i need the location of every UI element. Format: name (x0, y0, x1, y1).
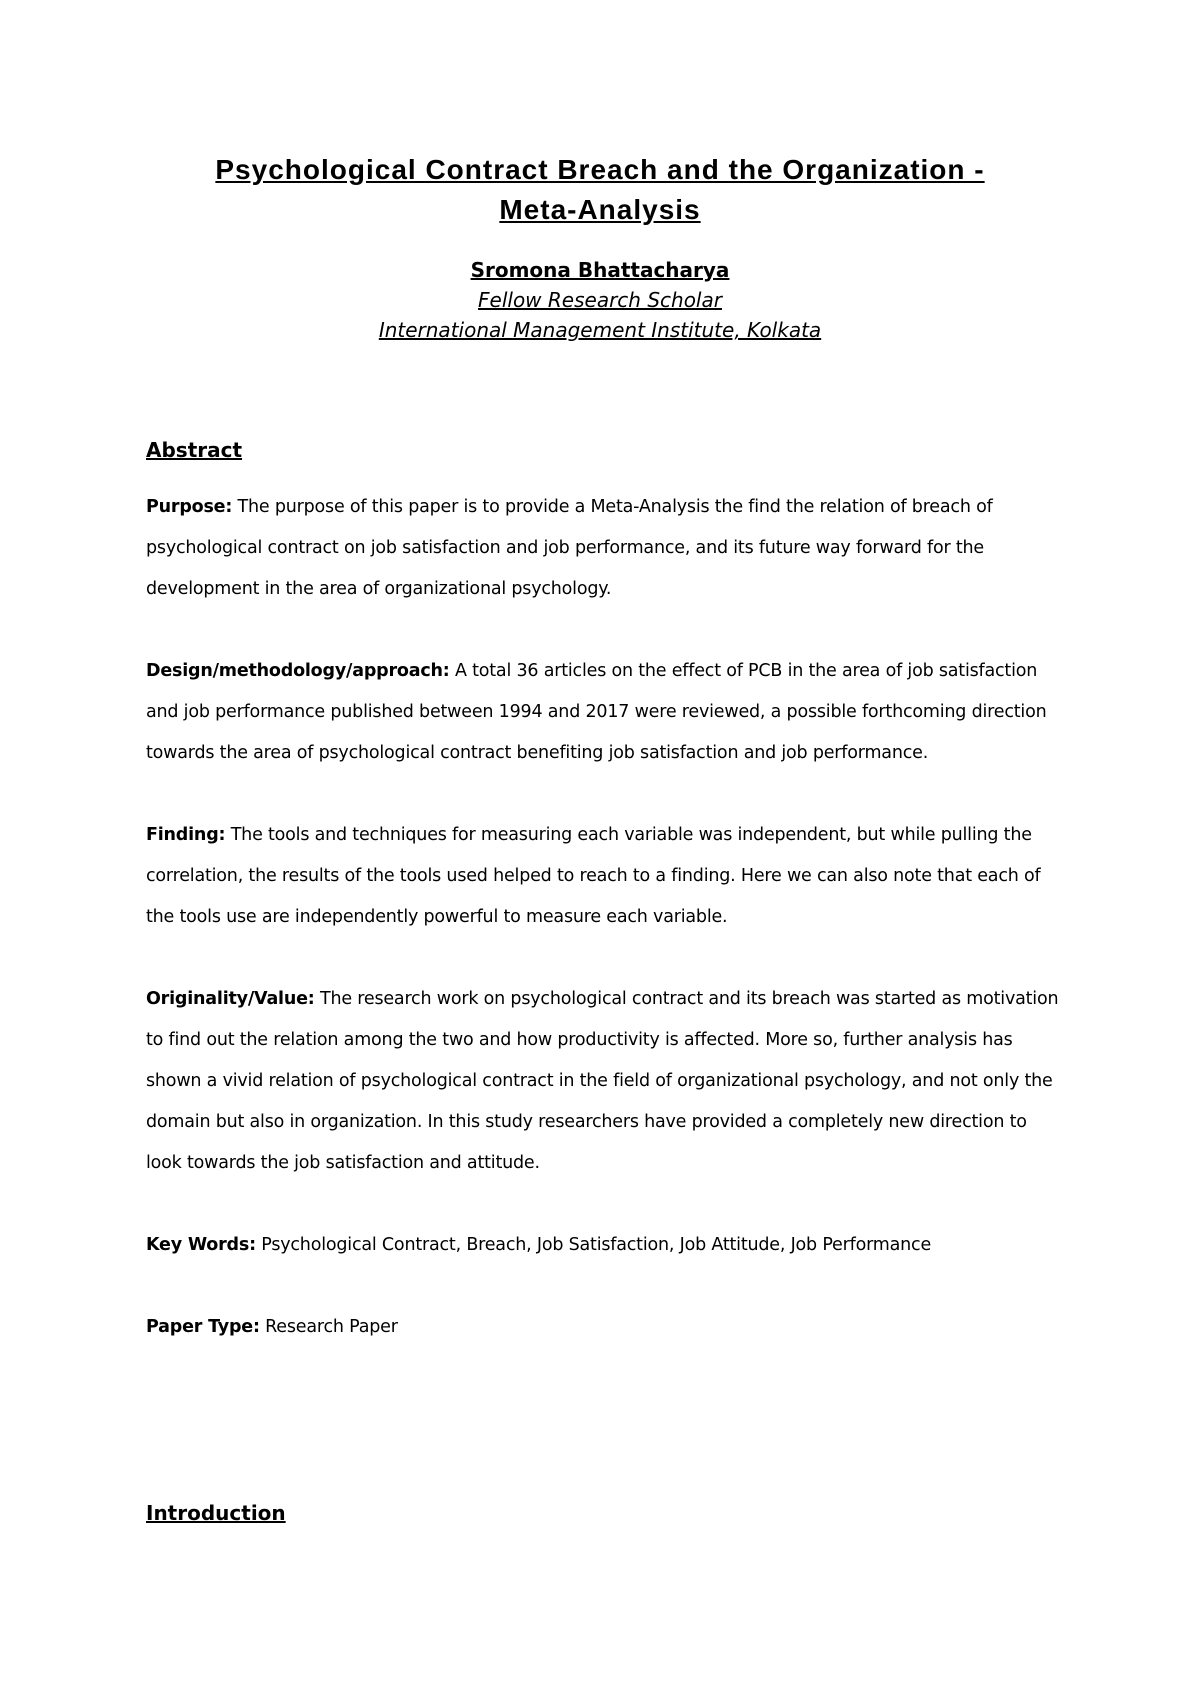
abstract-purpose (146, 487, 1066, 610)
purpose-text: The purpose of this paper is to provide a Meta-Analysis the find the relation of breach of psychological contract on job satisfaction and job performance, and its future way forward for the development in the area of organizational psychology. (146, 497, 993, 599)
paper-type-label: Paper Type: (146, 1317, 260, 1337)
purpose-label: Purpose: (146, 497, 233, 517)
paper-title-line-1: Psychological Contract Breach and the Organization - (215, 154, 985, 185)
abstract-originality (146, 979, 1066, 1184)
finding-label: Finding: (146, 825, 226, 845)
abstract-keywords (146, 1225, 1066, 1266)
keywords-text: Psychological Contract, Breach, Job Satisfaction, Job Attitude, Job Performance (255, 1235, 932, 1255)
introduction-heading: Introduction (146, 1501, 286, 1525)
paper-title-line-2: Meta-Analysis (499, 194, 701, 225)
author-role: Fellow Research Scholar (478, 288, 722, 312)
design-text: A total 36 articles on the effect of PCB in the area of job satisfaction and job performance published between 1994 and 2017 were reviewed, a possible forthcoming direction towards the area of psychological contract benefiting job satisfaction and job performance. (146, 661, 1047, 763)
design-label: Design/methodology/approach: (146, 661, 450, 681)
keywords-label: Key Words: (146, 1235, 256, 1255)
originality-label: Originality/Value: (146, 989, 315, 1009)
author-institute: International Management Institute, Kolkata (378, 318, 822, 342)
author-name: Sromona Bhattacharya (470, 258, 730, 282)
abstract-finding (146, 815, 1066, 938)
abstract-heading: Abstract (146, 438, 243, 462)
finding-text: The tools and techniques for measuring each variable was independent, but while pulling the correlation, the results of the tools used helped to reach to a finding. Here we can also note that each of the tools use are independently powerful to measure each variable. (146, 825, 1041, 927)
abstract-design (146, 651, 1066, 774)
paper-type-text: Research Paper (259, 1317, 398, 1337)
abstract-paper-type (146, 1307, 1066, 1348)
originality-text: The research work on psychological contract and its breach was started as motivation to find out the relation among the two and how productivity is affected. More so, further analysis has shown a vivid relation of psychological contract in the field of organizational psychology, and not only the domain but also in organization. In this study researchers have provided a completely new direction to look towards the job satisfaction and attitude. (146, 989, 1059, 1173)
